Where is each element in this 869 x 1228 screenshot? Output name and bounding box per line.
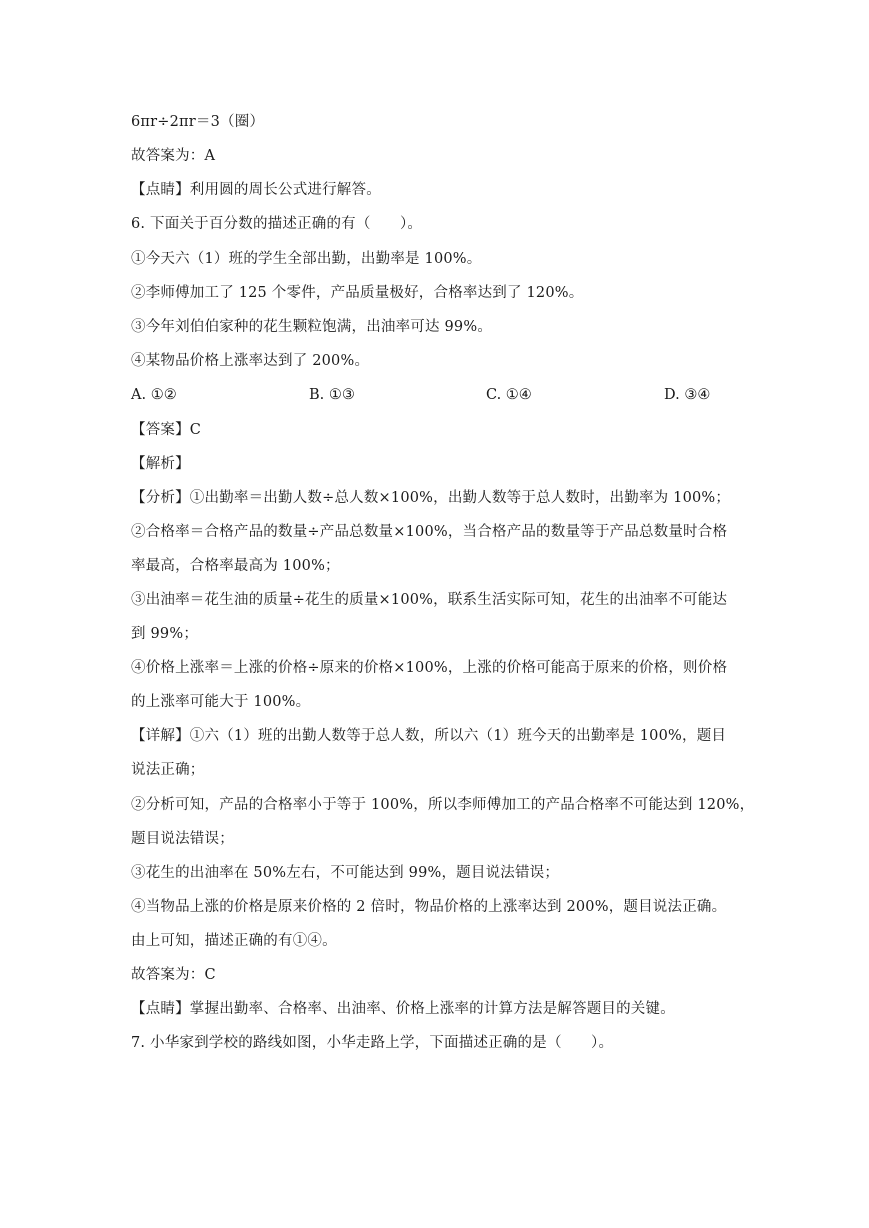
hint-line: 【点睛】利用圆的周长公式进行解答。 xyxy=(131,182,381,198)
analysis-line: 【分析】①出勤率＝出勤人数÷总人数×100%，出勤人数等于总人数时，出勤率为 100%； xyxy=(131,490,731,506)
answer-label: 【答案】C xyxy=(131,422,202,438)
option-b: B. ①③ xyxy=(309,387,355,403)
analysis-line: ③出油率＝花生油的质量÷花生的质量×100%，联系生活实际可知，花生的出油率不可能达 xyxy=(131,592,728,608)
analysis-heading: 【解析】 xyxy=(131,456,190,472)
answer-line: 故答案为：C xyxy=(131,967,216,983)
analysis-line: 率最高，合格率最高为 100%； xyxy=(131,558,340,574)
option-d: D. ③④ xyxy=(664,387,711,403)
detail-line: ④当物品上涨的价格是原来价格的 2 倍时，物品价格的上涨率达到 200%，题目说法正确。 xyxy=(131,899,727,915)
conclusion-line: 由上可知，描述正确的有①④。 xyxy=(131,933,337,949)
equation-line: 6πr÷2πr＝3（圈） xyxy=(131,114,265,130)
detail-line: 【详解】①六（1）班的出勤人数等于总人数，所以六（1）班今天的出勤率是 100%，题目 xyxy=(131,728,727,744)
option-c: C. ①④ xyxy=(486,387,532,403)
analysis-line: 到 99%； xyxy=(131,626,199,642)
statement-4: ④某物品价格上涨率达到了 200%。 xyxy=(131,353,370,369)
statement-3: ③今年刘伯伯家种的花生颗粒饱满，出油率可达 99%。 xyxy=(131,319,493,335)
analysis-line: ②合格率＝合格产品的数量÷产品总数量×100%，当合格产品的数量等于产品总数量时合格 xyxy=(131,524,728,540)
detail-line: ②分析可知，产品的合格率小于等于 100%，所以李师傅加工的产品合格率不可能达到 120%， xyxy=(131,797,755,813)
answer-line: 故答案为：A xyxy=(131,148,216,164)
analysis-line: 的上涨率可能大于 100%。 xyxy=(131,694,311,710)
question-7-title: 7. 小华家到学校的路线如图，小华走路上学，下面描述正确的是（ ）。 xyxy=(131,1035,614,1051)
question-6-title: 6. 下面关于百分数的描述正确的有（ ）。 xyxy=(131,216,423,232)
detail-line: 题目说法错误； xyxy=(131,831,234,847)
analysis-line: ④价格上涨率＝上涨的价格÷原来的价格×100%，上涨的价格可能高于原来的价格，则价格 xyxy=(131,660,728,676)
detail-line: 说法正确； xyxy=(131,762,205,778)
detail-line: ③花生的出油率在 50%左右，不可能达到 99%，题目说法错误； xyxy=(131,865,560,881)
statement-2: ②李师傅加工了 125 个零件，产品质量极好，合格率达到了 120%。 xyxy=(131,285,584,301)
hint-line: 【点睛】掌握出勤率、合格率、出油率、价格上涨率的计算方法是解答题目的关键。 xyxy=(131,1001,675,1017)
option-a: A. ①② xyxy=(131,387,177,403)
statement-1: ①今天六（1）班的学生全部出勤，出勤率是 100%。 xyxy=(131,251,482,267)
